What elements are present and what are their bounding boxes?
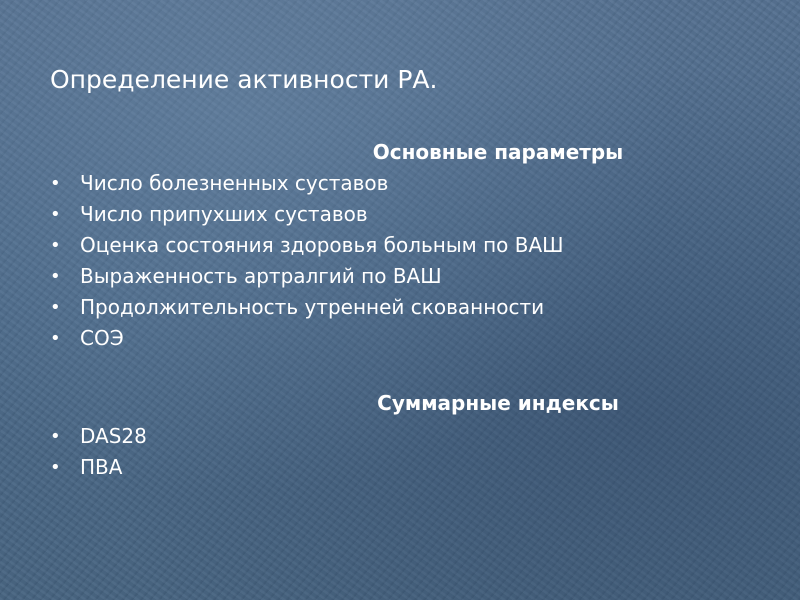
- list-item: [50, 323, 564, 354]
- slide-title: Определение активности РА.: [50, 65, 438, 94]
- list-item-text: Число припухших суставов: [80, 202, 368, 226]
- summary-indices-list: [50, 421, 147, 483]
- list-item-text: Продолжительность утренней скованности: [80, 295, 545, 319]
- bullet-icon: •: [50, 173, 61, 194]
- list-item-text: Выраженность артралгий по ВАШ: [80, 264, 442, 288]
- main-parameters-list: [50, 168, 564, 354]
- list-item: [50, 421, 147, 452]
- bullet-icon: •: [50, 297, 61, 318]
- section-heading-main-parameters: Основные параметры: [372, 140, 624, 164]
- bullet-icon: •: [50, 266, 61, 287]
- list-item: [50, 168, 564, 199]
- list-item-text: Число болезненных суставов: [80, 171, 389, 195]
- list-item: [50, 199, 564, 230]
- bullet-icon: •: [50, 426, 61, 447]
- list-item-text: Оценка состояния здоровья больным по ВАШ: [80, 233, 564, 257]
- section-heading-summary-indices: Суммарные индексы: [377, 391, 619, 415]
- bullet-icon: •: [50, 235, 61, 256]
- list-item: [50, 292, 564, 323]
- list-item: [50, 230, 564, 261]
- list-item-text: СОЭ: [80, 326, 124, 350]
- bullet-icon: •: [50, 328, 61, 349]
- list-item: [50, 452, 147, 483]
- list-item-text: DAS28: [80, 424, 147, 448]
- list-item: [50, 261, 564, 292]
- bullet-icon: •: [50, 204, 61, 225]
- bullet-icon: •: [50, 457, 61, 478]
- list-item-text: ПВА: [80, 455, 123, 479]
